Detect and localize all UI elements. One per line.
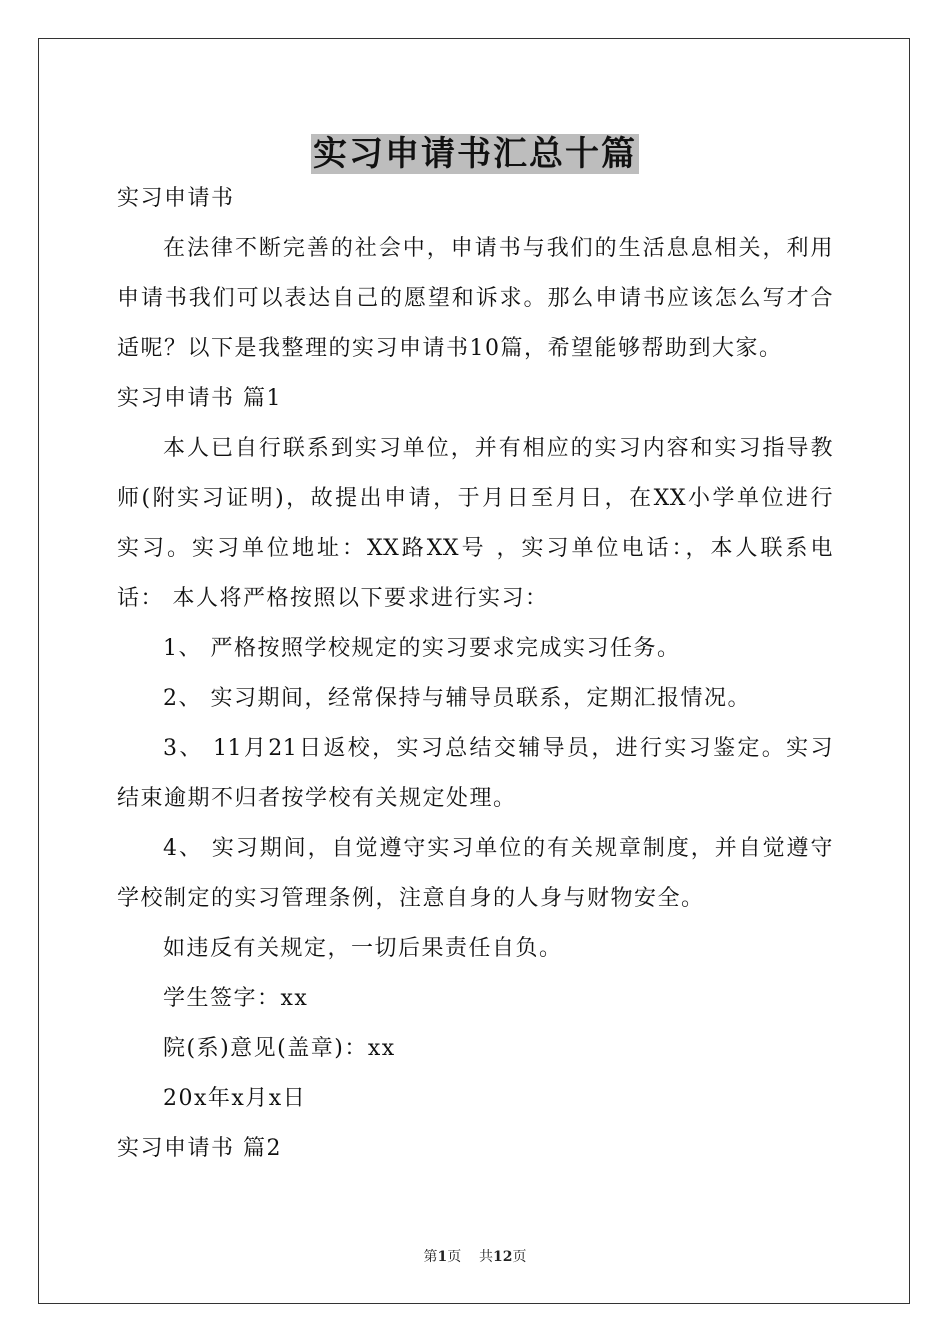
paragraph-line: 本人已自行联系到实习单位，并有相应的实习内容和实习指导教 [163,436,833,461]
paragraph-line: 如违反有关规定，一切后果责任自负。 [163,936,563,961]
paragraph-line: 适呢？以下是我整理的实习申请书10篇，希望能够帮助到大家。 [117,336,783,361]
list-item: 3、 11月21日返校，实习总结交辅导员，进行实习鉴定。实习 [163,736,833,761]
footer-total-pages: 12 [493,1249,513,1265]
paragraph-line: 申请书我们可以表达自己的愿望和诉求。那么申请书应该怎么写才合 [117,286,833,311]
paragraph-line: 在法律不断完善的社会中，申请书与我们的生活息息相关，利用 [163,236,833,261]
paragraph-line: 话： 本人将严格按照以下要求进行实习： [117,586,549,611]
footer-page-suffix: 页 [447,1249,462,1265]
document-title [0,126,950,175]
page-border [38,38,910,1304]
signature-line: 学生签字：xx [163,986,309,1011]
document-title-text: 实习申请书汇总十篇 [313,134,637,174]
list-item: 2、 实习期间，经常保持与辅导员联系，定期汇报情况。 [163,686,751,711]
section-heading: 实习申请书 篇2 [117,1136,282,1161]
list-item: 1、 严格按照学校规定的实习要求完成实习任务。 [163,636,681,661]
page-footer [0,1246,950,1266]
footer-total-prefix: 共 [479,1249,494,1265]
intro-heading: 实习申请书 [117,186,235,211]
section-heading: 实习申请书 篇1 [117,386,282,411]
paragraph-line: 学校制定的实习管理条例，注意自身的人身与财物安全。 [117,886,705,911]
paragraph-line: 结束逾期不归者按学校有关规定处理。 [117,786,517,811]
department-opinion-line: 院(系)意见(盖章)：xx [163,1036,396,1061]
date-line: 20x年x月x日 [163,1086,307,1111]
footer-total-suffix: 页 [512,1249,527,1265]
paragraph-line: 实习。实习单位地址：XX路XX号 ，实习单位电话：，本人联系电 [117,536,833,561]
footer-page-prefix: 第 [423,1249,438,1265]
list-item: 4、 实习期间，自觉遵守实习单位的有关规章制度，并自觉遵守 [163,836,833,861]
footer-page-number: 1 [437,1249,448,1265]
paragraph-line: 师(附实习证明)，故提出申请，于月日至月日，在XX小学单位进行 [117,486,833,511]
